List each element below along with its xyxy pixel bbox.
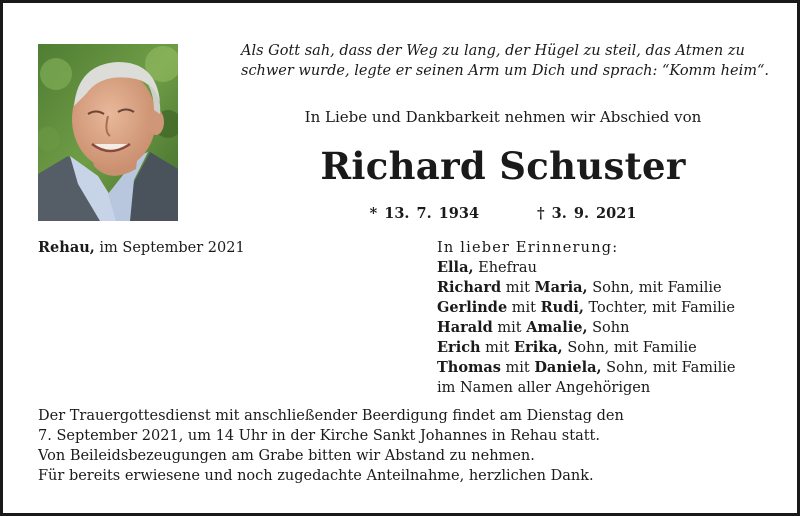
member-partner: Erika, (514, 339, 563, 356)
family-member (437, 298, 782, 318)
member-name: Ella, (437, 259, 474, 276)
member-partner: Amalie, (526, 319, 588, 336)
service-line-1: Der Trauergottesdienst mit anschließender Beerdigung findet am Dienstag den (38, 408, 624, 424)
portrait-photo (38, 44, 178, 221)
family-member (437, 278, 782, 298)
member-connector: mit (492, 320, 527, 336)
member-name: Gerlinde (437, 299, 508, 316)
family-heading: In lieber Erinnerung: (437, 240, 619, 256)
member-partner: Maria, (534, 279, 588, 296)
deceased-name: Richard Schuster (320, 144, 686, 188)
service-line-3: Von Beileidsbezeugungen am Grabe bitten wir Abstand zu nehmen. (38, 448, 535, 464)
member-name: Erich (437, 339, 481, 356)
member-relation: Tochter, mit Familie (583, 300, 736, 316)
member-relation: Sohn (587, 320, 630, 336)
birth-date: * 13. 7. 1934 (369, 205, 480, 222)
place-and-date (38, 238, 245, 258)
poem-line-1: Als Gott sah, dass der Weg zu lang, der Hügel zu steil, das Atmen zu (241, 43, 745, 59)
place-date: im September 2021 (94, 240, 245, 256)
member-name: Richard (437, 279, 502, 296)
member-connector: mit (507, 300, 541, 316)
place-town: Rehau, (38, 239, 95, 256)
death-date: † 3. 9. 2021 (537, 205, 637, 222)
member-name: Thomas (437, 359, 501, 376)
member-relation: Sohn, mit Familie (601, 360, 736, 376)
member-name: Harald (437, 319, 493, 336)
poem-line-2: schwer wurde, legte er seinen Arm um Dich und sprach: “Komm heim“. (241, 63, 769, 79)
family-member (437, 258, 782, 278)
member-relation: Ehefrau (473, 260, 537, 276)
member-relation: Sohn, mit Familie (562, 340, 697, 356)
life-dates (243, 204, 763, 224)
member-connector: mit (501, 280, 535, 296)
family-list (437, 238, 782, 398)
family-member (437, 318, 782, 338)
farewell-intro: In Liebe und Dankbarkeit nehmen wir Abschied von (304, 108, 702, 126)
family-member (437, 338, 782, 358)
portrait-image (38, 44, 178, 221)
service-line-4: Für bereits erwiesene und noch zugedachte Anteilnahme, herzlichen Dank. (38, 468, 594, 484)
service-info (38, 406, 778, 486)
member-relation: Sohn, mit Familie (587, 280, 722, 296)
family-member (437, 358, 782, 378)
member-partner: Daniela, (534, 359, 602, 376)
member-connector: mit (480, 340, 515, 356)
poem-quote (241, 41, 781, 81)
member-partner: Rudi, (540, 299, 584, 316)
service-line-2: 7. September 2021, um 14 Uhr in der Kirche Sankt Johannes in Rehau statt. (38, 428, 600, 444)
family-closing: im Namen aller Angehörigen (437, 380, 651, 396)
member-connector: mit (500, 360, 535, 376)
